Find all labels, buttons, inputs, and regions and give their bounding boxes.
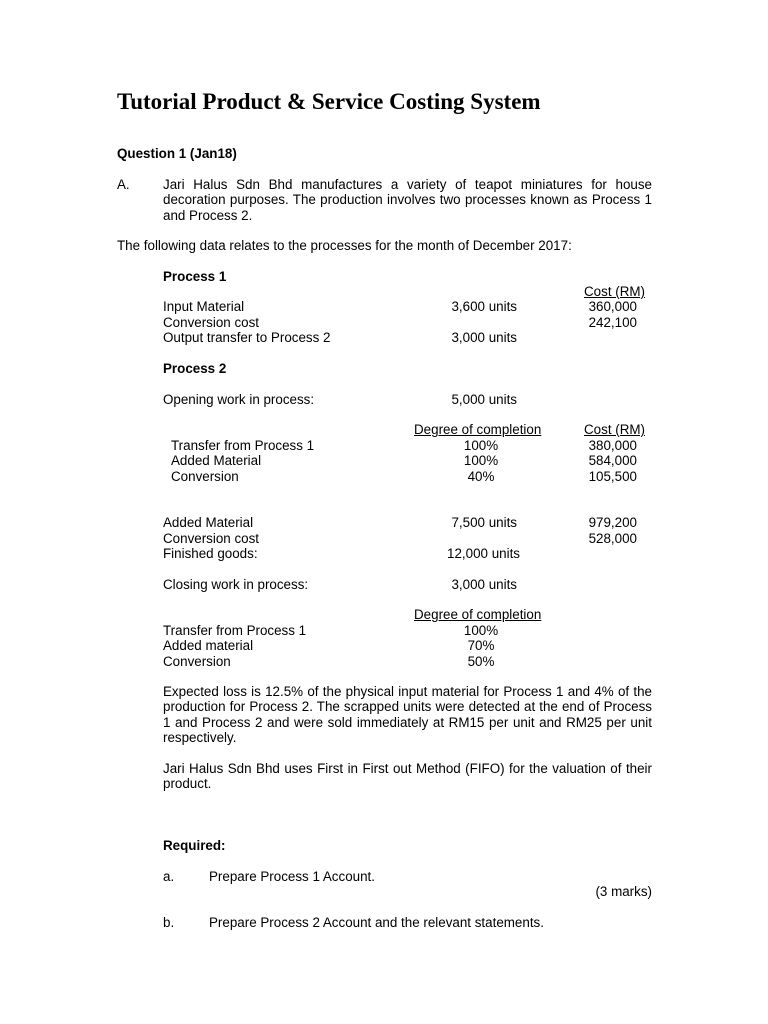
p2-opening-row-label: Transfer from Process 1 — [171, 438, 315, 453]
p2-opening-row-cost: 105,500 — [588, 469, 637, 484]
required-item-marks: (3 marks) — [595, 884, 652, 899]
p2-closing-row-degree: 70% — [467, 638, 495, 653]
p2-closing-degree-header: Degree of completion — [414, 607, 542, 622]
required-heading: Required: — [163, 838, 226, 853]
p2-opening-units: 5,000 units — [451, 392, 517, 407]
p1-row-label: Input Material — [163, 299, 245, 314]
section-a-text: Jari Halus Sdn Bhd manufactures a variety of teapot miniatures for house decoration purposes. The production involves two processes known as Process 1 and Process 2. — [163, 177, 652, 223]
p2-opening-row-cost: 584,000 — [588, 453, 637, 468]
p2-opening-row-degree: 100% — [463, 438, 499, 453]
p1-row-units: 3,600 units — [451, 299, 517, 314]
intro-text: The following data relates to the processes for the month of December 2017: — [117, 238, 572, 253]
p2-closing-row-label: Conversion — [163, 654, 231, 669]
p2-row-cost: 528,000 — [588, 531, 637, 546]
p1-row-label: Conversion cost — [163, 315, 260, 330]
required-item-text: Prepare Process 1 Account. — [209, 869, 375, 884]
p2-closing-row-label: Transfer from Process 1 — [163, 623, 307, 638]
p2-opening-row-cost: 380,000 — [588, 438, 637, 453]
p1-row-units: 3,000 units — [451, 330, 517, 345]
p2-closing-row-degree: 100% — [463, 623, 499, 638]
p2-row-label: Conversion cost — [163, 531, 260, 546]
fifo-paragraph: Jari Halus Sdn Bhd uses First in First out Method (FIFO) for the valuation of their product. — [163, 761, 652, 792]
question-heading: Question 1 (Jan18) — [117, 146, 237, 161]
process1-cost-header: Cost (RM) — [584, 284, 645, 299]
p1-row-cost: 242,100 — [588, 315, 637, 330]
p2-closing-row-label: Added material — [163, 638, 254, 653]
p1-row-label: Output transfer to Process 2 — [163, 330, 331, 345]
required-item-text: Prepare Process 2 Account and the relevant statements. — [209, 915, 544, 930]
p2-opening-row-degree: 100% — [463, 453, 499, 468]
p2-opening-row-label: Added Material — [171, 453, 262, 468]
p2-row-label: Added Material — [163, 515, 254, 530]
p2-degree-header: Degree of completion — [414, 422, 542, 437]
p2-opening-row-degree: 40% — [467, 469, 495, 484]
p2-opening-label: Opening work in process: — [163, 392, 315, 407]
p2-closing-row-degree: 50% — [467, 654, 495, 669]
p2-opening-row-label: Conversion — [171, 469, 239, 484]
required-item-letter: b. — [163, 915, 175, 930]
p2-closing-units: 3,000 units — [451, 577, 517, 592]
p2-closing-label: Closing work in process: — [163, 577, 309, 592]
p2-row-units: 12,000 units — [447, 546, 520, 561]
section-letter: A. — [117, 177, 130, 192]
p2-row-cost: 979,200 — [588, 515, 637, 530]
required-item-letter: a. — [163, 869, 175, 884]
page-title: Tutorial Product & Service Costing System — [117, 89, 541, 114]
p2-cost-header: Cost (RM) — [584, 422, 645, 437]
p2-row-label: Finished goods: — [163, 546, 258, 561]
process1-heading: Process 1 — [163, 269, 227, 284]
p1-row-cost: 360,000 — [588, 299, 637, 314]
process2-heading: Process 2 — [163, 361, 227, 376]
p2-row-units: 7,500 units — [451, 515, 517, 530]
expected-loss-paragraph: Expected loss is 12.5% of the physical input material for Process 1 and 4% of the production for Process 2. The scrapped units were detected at the end of Process 1 and Process 2 and were sold immediately at RM15 per unit and RM25 per unit respectively. — [163, 684, 652, 746]
